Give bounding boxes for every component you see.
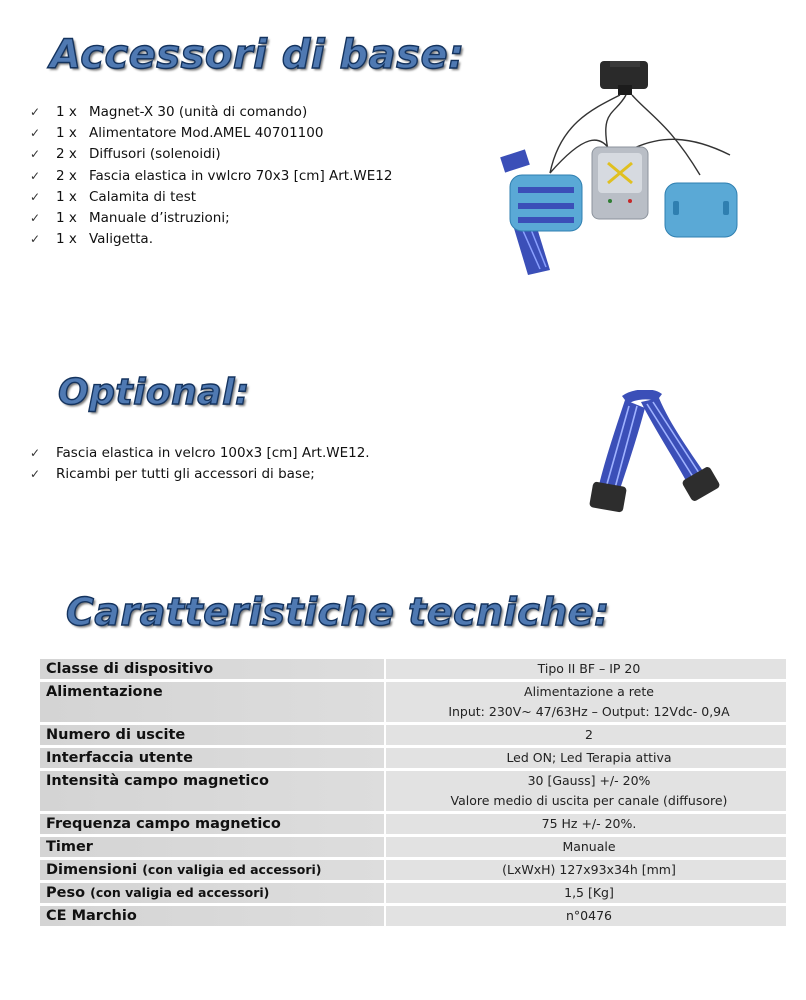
check-icon: ✓ [30,210,41,225]
accessory-item [30,229,392,250]
specs-heading: Caratteristiche tecniche: [66,590,610,634]
spec-key-note: (con valigia ed accessori) [90,885,270,900]
spec-value: 75 Hz +/- 20%. [541,816,637,831]
spec-key-note: (con valigia ed accessori) [142,862,322,877]
spec-value-cell [386,725,786,745]
spec-value: Alimentazione a rete [524,684,654,699]
spec-key: Peso [46,885,86,901]
spec-row [40,837,786,857]
spec-key-cell [40,748,384,768]
spec-key: Timer [46,839,93,855]
check-icon: ✓ [30,147,41,162]
power-adapter-image [600,61,648,95]
spec-key-cell [40,814,384,834]
spec-value-cell [386,860,786,880]
check-icon: ✓ [30,232,41,247]
right-diffuser-image [665,183,737,237]
spec-key: Numero di uscite [46,727,186,743]
spec-key: Interfaccia utente [46,750,193,766]
accessory-item [30,102,392,123]
accessory-item [30,144,392,165]
check-icon: ✓ [30,189,41,204]
spec-row [40,725,786,745]
accessory-qty: 2 x [56,146,77,163]
control-unit-image [592,147,648,219]
accessory-text: Fascia elastica in vwlcro 70x3 [cm] Art.WE12 [89,167,393,184]
spec-value-cell [386,748,786,768]
spec-row [40,682,786,722]
spec-key-cell [40,883,384,903]
accessories-list [30,102,392,250]
spec-value-detail: Valore medio di uscita per canale (diffusore) [450,793,728,808]
spec-row [40,860,786,880]
check-icon: ✓ [30,446,41,460]
check-icon: ✓ [30,467,41,482]
accessory-qty: 1 x [56,231,77,248]
accessory-item [30,187,392,208]
spec-key-cell [40,860,384,880]
spec-key: Frequenza campo magnetico [46,816,281,832]
spec-value: 30 [Gauss] +/- 20% [527,773,651,788]
optional-item [30,443,370,464]
accessory-text: Diffusori (solenoidi) [89,146,221,163]
check-icon: ✓ [30,126,41,141]
spec-value-cell [386,771,786,811]
spec-key-cell [40,725,384,745]
accessory-item [30,123,392,144]
spec-value-cell [386,883,786,903]
accessory-qty: 2 x [56,167,77,184]
strap-photo [585,390,725,515]
spec-value: Led ON; Led Terapia attiva [506,750,672,765]
spec-key-cell [40,771,384,811]
spec-key: Alimentazione [46,684,163,700]
spec-value: 2 [585,727,593,742]
spec-row [40,748,786,768]
optional-text: Ricambi per tutti gli accessori di base; [56,466,315,483]
specs-table [38,656,788,929]
spec-value-cell [386,906,786,926]
spec-value-cell [386,814,786,834]
spec-key-cell [40,659,384,679]
accessory-text: Magnet-X 30 (unità di comando) [89,104,308,120]
accessory-qty: 1 x [56,104,77,120]
spec-row [40,771,786,811]
spec-key-cell [40,682,384,722]
spec-value-cell [386,682,786,722]
spec-key: Classe di dispositivo [46,661,214,677]
accessory-qty: 1 x [56,188,77,205]
left-diffuser-image [500,149,582,275]
optional-item [30,464,370,485]
accessory-qty: 1 x [56,125,77,142]
spec-row [40,906,786,926]
spec-value: 1,5 [Kg] [564,885,614,900]
spec-value: (LxWxH) 127x93x34h [mm] [502,862,676,877]
spec-value-detail: Input: 230V~ 47/63Hz – Output: 12Vdc- 0,9A [448,704,730,719]
accessory-text: Manuale d’istruzioni; [89,209,230,226]
spec-value-cell [386,837,786,857]
spec-row [40,659,786,679]
spec-value-cell [386,659,786,679]
accessories-heading: Accessori di base: [50,32,465,78]
spec-value: n°0476 [566,908,612,923]
spec-key-cell [40,837,384,857]
optional-text: Fascia elastica in velcro 100x3 [cm] Art.WE12. [56,445,370,461]
spec-value: Tipo II BF – IP 20 [537,661,641,676]
spec-key-cell [40,906,384,926]
accessory-text: Valigetta. [89,231,153,248]
velcro-strap-image [589,394,721,512]
accessory-item [30,208,392,229]
accessory-text: Calamita di test [89,188,197,205]
spec-row [40,814,786,834]
spec-key: CE Marchio [46,908,137,924]
spec-row [40,883,786,903]
spec-key: Intensità campo magnetico [46,773,269,789]
accessory-item [30,166,392,187]
check-icon: ✓ [30,168,41,183]
device-photo [490,55,750,275]
spec-value: Manuale [562,839,616,854]
spec-key: Dimensioni [46,862,138,878]
accessory-text: Alimentatore Mod.AMEL 40701100 [89,125,324,142]
check-icon: ✓ [30,105,41,119]
optional-heading: Optional: [58,372,250,413]
optional-list [30,443,370,485]
accessory-qty: 1 x [56,209,77,226]
